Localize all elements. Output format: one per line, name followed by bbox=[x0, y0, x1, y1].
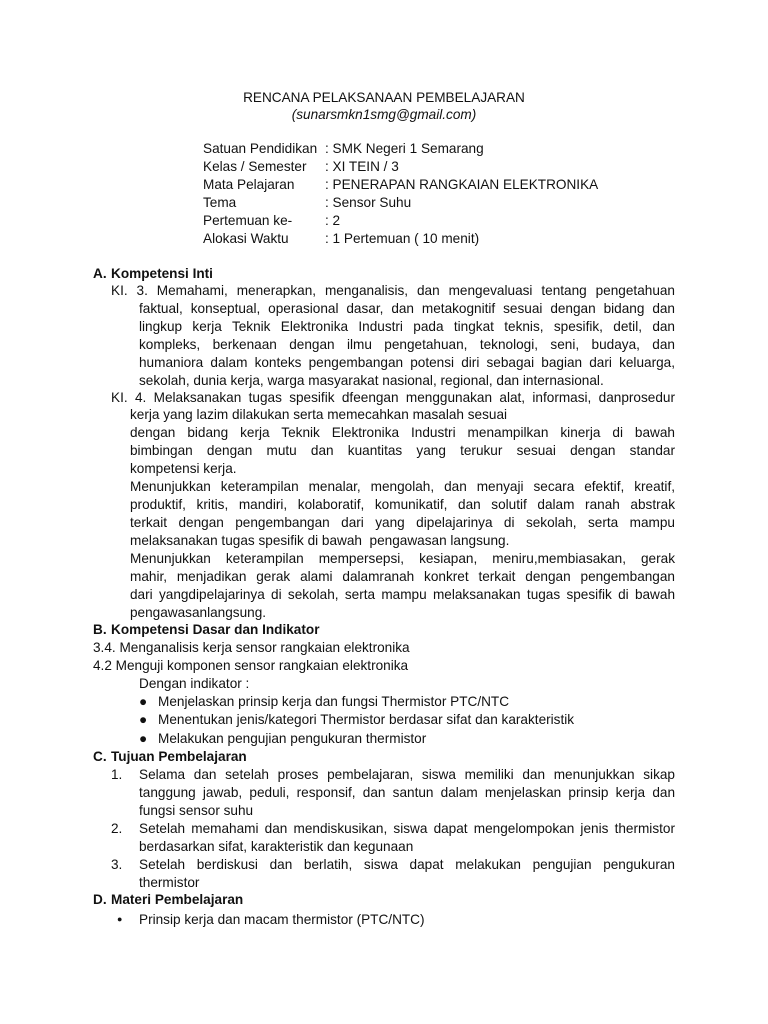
section-title: Materi Pembelajaran bbox=[111, 892, 244, 907]
text-line: produktif, kritis, mandiri, kolaboratif, komunikatif, dan solutif dalam ranah abstrak bbox=[130, 497, 675, 512]
text-line: bimbingan dengan mutu dan kuantitas yang terukur sesuai dengan standar bbox=[130, 443, 675, 458]
objective-number: 1. bbox=[111, 767, 123, 782]
text-line: tanggung jawab, peduli, responsif, dan santun dalam menjelaskan prinsip kerja dan bbox=[139, 785, 675, 800]
text-line: terkait dengan pengembangan dari yang dipelajarinya di sekolah, serta mampu bbox=[130, 515, 675, 530]
indicator-intro: Dengan indikator : bbox=[139, 676, 250, 691]
objective-number: 2. bbox=[111, 821, 123, 836]
material-text: Prinsip kerja dan macam thermistor (PTC/NTC) bbox=[139, 912, 425, 927]
section-d-heading bbox=[93, 891, 243, 909]
text-line: Selama dan setelah proses pembelajaran, siswa memiliki dan menunjukkan sikap bbox=[139, 767, 675, 782]
text-line: Menunjukkan keterampilan menalar, mengolah, dan menyaji secara efektif, kreatif, bbox=[130, 479, 675, 494]
text-line: humaniora dalam konteks pengembangan potensi diri sebagai bagian dari keluarga, bbox=[139, 355, 675, 370]
indicator-text: Melakukan pengujian pengukuran thermistor bbox=[158, 731, 427, 746]
identity-value: : SMK Negeri 1 Semarang bbox=[325, 141, 484, 156]
identity-value: : PENERAPAN RANGKAIAN ELEKTRONIKA bbox=[325, 177, 599, 192]
text-line: sekolah, dunia kerja, warga masyarakat nasional, regional, dan internasional. bbox=[139, 373, 604, 388]
identity-value: : Sensor Suhu bbox=[325, 195, 412, 210]
text-line: berdasarkan sifat, karakteristik dan kegunaan bbox=[139, 839, 414, 854]
text-line: fungsi sensor suhu bbox=[139, 803, 254, 818]
section-letter: A. bbox=[93, 266, 107, 281]
text-line: KI. 4. Melaksanakan tugas spesifik dfeengan menggunakan alat, informasi, danprosedur bbox=[111, 390, 675, 405]
identity-label: Kelas / Semester bbox=[203, 159, 307, 174]
identity-label: Mata Pelajaran bbox=[203, 177, 295, 192]
document-title: RENCANA PELAKSANAAN PEMBELAJARAN bbox=[243, 90, 525, 105]
text-line: dari yangdipelajarinya di sekolah, serta mampu melaksanakan tugas spesifik di bawah bbox=[130, 587, 675, 602]
text-line: faktual, konseptual, operasional dasar, dan metakognitif sesuai dengan bidang dan bbox=[139, 301, 675, 316]
text-line: dengan bidang kerja Teknik Elektronika Industri menampilkan kinerja di bawah bbox=[130, 425, 675, 440]
section-title: Tujuan Pembelajaran bbox=[111, 749, 247, 764]
text-line: KI. 3. Memahami, menerapkan, menganalisis, dan mengevaluasi tentang pengetahuan bbox=[111, 283, 675, 298]
identity-label: Pertemuan ke- bbox=[203, 213, 293, 228]
text-line: melaksanakan tugas spesifik di bawah pengawasan langsung. bbox=[130, 533, 510, 548]
section-letter: B. bbox=[93, 622, 107, 637]
section-a-heading bbox=[93, 265, 213, 283]
indicator-text: Menjelaskan prinsip kerja dan fungsi Thermistor PTC/NTC bbox=[158, 694, 510, 709]
section-letter: D. bbox=[93, 892, 107, 907]
kd-4-2: 4.2 Menguji komponen sensor rangkaian elektronika bbox=[93, 658, 409, 673]
kd-3-4: 3.4. Menganalisis kerja sensor rangkaian elektronika bbox=[93, 640, 410, 655]
section-b-heading bbox=[93, 621, 320, 639]
identity-label: Satuan Pendidikan bbox=[203, 141, 318, 156]
text-line: kerja yang lazim dilakukan serta memecahkan masalah sesuai bbox=[130, 407, 508, 422]
indicator-text: Menentukan jenis/kategori Thermistor berdasar sifat dan karakteristik bbox=[158, 712, 575, 727]
text-line: kompetensi kerja. bbox=[130, 461, 237, 476]
identity-label: Tema bbox=[203, 195, 237, 210]
text-line: Setelah berdiskusi dan berlatih, siswa dapat melakukan pengujian pengukuran bbox=[139, 857, 675, 872]
identity-value: : 2 bbox=[325, 213, 341, 228]
identity-value: : XI TEIN / 3 bbox=[325, 159, 399, 174]
text-line: thermistor bbox=[139, 875, 200, 890]
section-c-heading bbox=[93, 748, 247, 766]
text-line: kompleks, berkenaan dengan ilmu pengetahuan, teknologi, seni, budaya, dan bbox=[139, 337, 675, 352]
bullet-icon: ● bbox=[139, 731, 148, 746]
section-title: Kompetensi Inti bbox=[111, 266, 213, 281]
bullet-icon: ● bbox=[139, 712, 148, 727]
objective-number: 3. bbox=[111, 857, 123, 872]
text-line: lingkup kerja Teknik Elektronika Industri pada tingkat teknis, spesifik, detil, dan bbox=[139, 319, 675, 334]
identity-value: : 1 Pertemuan ( 10 menit) bbox=[325, 231, 480, 246]
text-line: Menunjukkan keterampilan mempersepsi, kesiapan, meniru,membiasakan, gerak bbox=[130, 551, 675, 566]
author-email: (sunarsmkn1smg@gmail.com) bbox=[291, 107, 477, 122]
section-letter: C. bbox=[93, 749, 107, 764]
bullet-icon: ● bbox=[117, 914, 123, 924]
text-line: pengawasanlangsung. bbox=[130, 605, 267, 620]
text-line: Setelah memahami dan mendiskusikan, siswa dapat mengelompokan jenis thermistor bbox=[139, 821, 675, 836]
section-title: Kompetensi Dasar dan Indikator bbox=[111, 622, 320, 637]
identity-label: Alokasi Waktu bbox=[203, 231, 289, 246]
text-line: mahir, menjadikan gerak alami dalamranah konkret terkait dengan pengembangan bbox=[130, 569, 675, 584]
bullet-icon: ● bbox=[139, 694, 148, 709]
